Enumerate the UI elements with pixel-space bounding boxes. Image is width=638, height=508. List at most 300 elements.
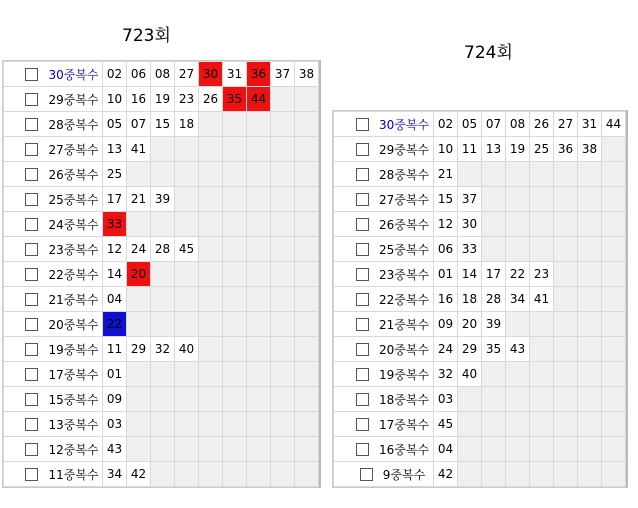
table-row (4, 262, 319, 287)
empty-cell (295, 387, 319, 412)
number-cell: 14 (103, 262, 127, 287)
table-row (4, 362, 319, 387)
number-cell: 35 (223, 87, 247, 112)
row-label-cell (4, 437, 103, 462)
number-cell: 01 (103, 362, 127, 387)
row-checkbox[interactable] (356, 193, 369, 206)
number-cell: 33 (103, 212, 127, 237)
number-cell: 26 (530, 112, 554, 137)
empty-cell (554, 387, 578, 412)
empty-cell (530, 362, 554, 387)
empty-cell (458, 387, 482, 412)
number-cell: 45 (434, 412, 458, 437)
row-checkbox[interactable] (25, 68, 38, 81)
number-cell: 44 (247, 87, 271, 112)
row-label-cell (334, 262, 434, 287)
empty-cell (506, 412, 530, 437)
row-label: 26중복수 (378, 217, 430, 232)
empty-cell (602, 312, 626, 337)
empty-cell (554, 262, 578, 287)
empty-cell (151, 437, 175, 462)
empty-cell (482, 237, 506, 262)
empty-cell (578, 387, 602, 412)
empty-cell (602, 262, 626, 287)
row-checkbox[interactable] (356, 168, 369, 181)
row-checkbox[interactable] (356, 118, 369, 131)
number-cell: 38 (295, 62, 319, 87)
empty-cell (506, 437, 530, 462)
empty-cell (271, 262, 295, 287)
row-label: 20중복수 (378, 342, 430, 357)
number-cell: 34 (506, 287, 530, 312)
number-cell: 04 (103, 287, 127, 312)
table-row (334, 287, 626, 312)
row-label: 28중복수 (48, 117, 99, 132)
empty-cell (175, 387, 199, 412)
empty-cell (506, 212, 530, 237)
row-checkbox[interactable] (356, 293, 369, 306)
row-label: 9중복수 (382, 467, 426, 482)
row-checkbox[interactable] (25, 343, 38, 356)
row-label-cell (4, 162, 103, 187)
number-cell: 35 (482, 337, 506, 362)
empty-cell (151, 212, 175, 237)
row-checkbox[interactable] (25, 393, 38, 406)
row-label-cell (4, 462, 103, 487)
number-cell: 36 (247, 62, 271, 87)
empty-cell (295, 112, 319, 137)
empty-cell (175, 212, 199, 237)
empty-cell (175, 312, 199, 337)
empty-cell (223, 262, 247, 287)
empty-cell (127, 287, 151, 312)
row-checkbox[interactable] (356, 318, 369, 331)
empty-cell (295, 437, 319, 462)
empty-cell (223, 462, 247, 487)
number-cell: 16 (434, 287, 458, 312)
table-row (334, 187, 626, 212)
row-label: 29중복수 (378, 142, 430, 157)
number-cell: 39 (151, 187, 175, 212)
row-checkbox[interactable] (25, 268, 38, 281)
empty-cell (602, 237, 626, 262)
empty-cell (247, 212, 271, 237)
empty-cell (602, 387, 626, 412)
empty-cell (199, 362, 223, 387)
row-label: 27중복수 (48, 142, 99, 157)
empty-cell (127, 162, 151, 187)
table-row (334, 212, 626, 237)
empty-cell (602, 362, 626, 387)
row-label-cell (4, 237, 103, 262)
number-cell: 02 (434, 112, 458, 137)
empty-cell (199, 137, 223, 162)
empty-cell (271, 437, 295, 462)
table-row (334, 262, 626, 287)
number-cell: 06 (127, 62, 151, 87)
number-cell: 42 (434, 462, 458, 487)
row-label: 25중복수 (378, 242, 430, 257)
empty-cell (151, 287, 175, 312)
empty-cell (602, 337, 626, 362)
empty-cell (199, 262, 223, 287)
empty-cell (247, 237, 271, 262)
empty-cell (554, 162, 578, 187)
row-label-cell (4, 262, 103, 287)
row-label-cell (334, 187, 434, 212)
empty-cell (247, 112, 271, 137)
row-label: 18중복수 (378, 392, 430, 407)
row-label-cell (4, 137, 103, 162)
row-label-cell (4, 62, 103, 87)
row-checkbox[interactable] (25, 168, 38, 181)
number-cell: 11 (103, 337, 127, 362)
round-723-title: 723회 (122, 26, 171, 46)
number-cell: 15 (151, 112, 175, 137)
table-row (4, 212, 319, 237)
round-723-panel (2, 60, 321, 488)
empty-cell (530, 312, 554, 337)
number-cell: 12 (434, 212, 458, 237)
row-checkbox[interactable] (356, 268, 369, 281)
empty-cell (295, 287, 319, 312)
empty-cell (578, 162, 602, 187)
empty-cell (175, 287, 199, 312)
number-cell: 12 (103, 237, 127, 262)
empty-cell (127, 387, 151, 412)
row-label-cell (334, 112, 434, 137)
number-cell: 38 (578, 137, 602, 162)
empty-cell (295, 362, 319, 387)
row-label: 26중복수 (48, 167, 99, 182)
number-cell: 21 (127, 187, 151, 212)
number-cell: 05 (458, 112, 482, 137)
row-label: 12중복수 (48, 442, 99, 457)
empty-cell (175, 137, 199, 162)
empty-cell (530, 387, 554, 412)
row-label: 30중복수 (48, 67, 99, 82)
empty-cell (151, 312, 175, 337)
empty-cell (199, 187, 223, 212)
empty-cell (578, 337, 602, 362)
row-checkbox[interactable] (25, 443, 38, 456)
row-label: 17중복수 (378, 417, 430, 432)
table-row (4, 437, 319, 462)
row-label-cell (334, 162, 434, 187)
number-cell: 31 (578, 112, 602, 137)
empty-cell (175, 187, 199, 212)
empty-cell (554, 362, 578, 387)
number-cell: 04 (434, 437, 458, 462)
empty-cell (199, 387, 223, 412)
number-cell: 18 (458, 287, 482, 312)
number-cell: 08 (151, 62, 175, 87)
row-label: 27중복수 (378, 192, 430, 207)
empty-cell (271, 337, 295, 362)
number-cell: 09 (434, 312, 458, 337)
number-cell: 28 (482, 287, 506, 312)
empty-cell (295, 337, 319, 362)
number-cell: 26 (199, 87, 223, 112)
row-label: 15중복수 (48, 392, 99, 407)
number-cell: 43 (103, 437, 127, 462)
row-label-cell (4, 212, 103, 237)
row-label-cell (334, 137, 434, 162)
number-cell: 15 (434, 187, 458, 212)
number-cell: 08 (506, 112, 530, 137)
number-cell: 27 (175, 62, 199, 87)
empty-cell (506, 187, 530, 212)
row-label-cell (4, 362, 103, 387)
number-cell: 37 (271, 62, 295, 87)
empty-cell (151, 362, 175, 387)
empty-cell (271, 162, 295, 187)
empty-cell (295, 162, 319, 187)
empty-cell (578, 187, 602, 212)
empty-cell (482, 462, 506, 487)
empty-cell (578, 312, 602, 337)
empty-cell (482, 187, 506, 212)
table-row (4, 337, 319, 362)
number-cell: 20 (458, 312, 482, 337)
empty-cell (602, 212, 626, 237)
empty-cell (602, 287, 626, 312)
row-label-cell (334, 287, 434, 312)
row-label-cell (334, 362, 434, 387)
row-label: 16중복수 (378, 442, 430, 457)
row-label: 23중복수 (48, 242, 99, 257)
empty-cell (247, 287, 271, 312)
row-checkbox[interactable] (25, 368, 38, 381)
empty-cell (602, 412, 626, 437)
row-checkbox[interactable] (25, 93, 38, 106)
empty-cell (554, 462, 578, 487)
number-cell: 24 (127, 237, 151, 262)
table-row (334, 112, 626, 137)
empty-cell (247, 337, 271, 362)
row-label-cell (4, 312, 103, 337)
number-cell: 22 (103, 312, 127, 337)
number-cell: 10 (103, 87, 127, 112)
table-row (334, 387, 626, 412)
number-cell: 13 (103, 137, 127, 162)
row-label: 29중복수 (48, 92, 99, 107)
table-row (334, 362, 626, 387)
row-checkbox[interactable] (25, 293, 38, 306)
row-checkbox[interactable] (356, 368, 369, 381)
empty-cell (223, 437, 247, 462)
empty-cell (247, 362, 271, 387)
number-cell: 18 (175, 112, 199, 137)
row-checkbox[interactable] (360, 468, 373, 481)
empty-cell (602, 162, 626, 187)
empty-cell (530, 337, 554, 362)
row-label: 19중복수 (378, 367, 430, 382)
empty-cell (271, 312, 295, 337)
empty-cell (247, 387, 271, 412)
number-cell: 36 (554, 137, 578, 162)
row-label: 28중복수 (378, 167, 430, 182)
row-checkbox[interactable] (25, 218, 38, 231)
number-cell: 05 (103, 112, 127, 137)
table-row (4, 462, 319, 487)
number-cell: 06 (434, 237, 458, 262)
empty-cell (295, 212, 319, 237)
row-checkbox[interactable] (356, 443, 369, 456)
table-row (4, 87, 319, 112)
row-label-cell (4, 387, 103, 412)
table-row (4, 62, 319, 87)
number-cell: 40 (458, 362, 482, 387)
empty-cell (223, 312, 247, 337)
row-checkbox[interactable] (356, 218, 369, 231)
empty-cell (602, 462, 626, 487)
empty-cell (554, 212, 578, 237)
empty-cell (223, 137, 247, 162)
empty-cell (578, 412, 602, 437)
empty-cell (530, 187, 554, 212)
number-cell: 30 (458, 212, 482, 237)
table-row (334, 412, 626, 437)
empty-cell (458, 462, 482, 487)
number-cell: 44 (602, 112, 626, 137)
empty-cell (175, 362, 199, 387)
number-cell: 30 (199, 62, 223, 87)
row-label-cell (334, 237, 434, 262)
row-label: 22중복수 (48, 267, 99, 282)
empty-cell (199, 212, 223, 237)
number-cell: 42 (127, 462, 151, 487)
empty-cell (199, 312, 223, 337)
number-cell: 07 (482, 112, 506, 137)
row-checkbox[interactable] (356, 393, 369, 406)
empty-cell (578, 262, 602, 287)
row-label-cell (334, 337, 434, 362)
number-cell: 39 (482, 312, 506, 337)
empty-cell (458, 437, 482, 462)
row-checkbox[interactable] (25, 418, 38, 431)
empty-cell (482, 162, 506, 187)
empty-cell (554, 187, 578, 212)
empty-cell (295, 412, 319, 437)
empty-cell (295, 137, 319, 162)
empty-cell (271, 387, 295, 412)
empty-cell (271, 237, 295, 262)
row-checkbox[interactable] (356, 418, 369, 431)
empty-cell (271, 137, 295, 162)
empty-cell (271, 287, 295, 312)
row-checkbox[interactable] (25, 143, 38, 156)
row-checkbox[interactable] (25, 318, 38, 331)
empty-cell (578, 237, 602, 262)
row-label-cell (4, 112, 103, 137)
row-label: 22중복수 (378, 292, 430, 307)
empty-cell (530, 462, 554, 487)
number-cell: 14 (458, 262, 482, 287)
round-724-panel (332, 110, 628, 488)
number-cell: 32 (151, 337, 175, 362)
table-row (4, 312, 319, 337)
empty-cell (506, 312, 530, 337)
row-label: 13중복수 (48, 417, 99, 432)
row-label-cell (334, 212, 434, 237)
empty-cell (458, 412, 482, 437)
empty-cell (247, 437, 271, 462)
table-row (4, 187, 319, 212)
empty-cell (602, 187, 626, 212)
row-label-cell (334, 437, 434, 462)
empty-cell (247, 412, 271, 437)
empty-cell (530, 162, 554, 187)
row-label: 23중복수 (378, 267, 430, 282)
empty-cell (295, 87, 319, 112)
table-row (4, 287, 319, 312)
table-row (334, 137, 626, 162)
number-cell: 22 (506, 262, 530, 287)
table-row (334, 237, 626, 262)
empty-cell (554, 412, 578, 437)
number-cell: 11 (458, 137, 482, 162)
number-cell: 16 (127, 87, 151, 112)
empty-cell (578, 212, 602, 237)
row-checkbox[interactable] (356, 343, 369, 356)
number-cell: 28 (151, 237, 175, 262)
number-cell: 41 (530, 287, 554, 312)
table-row (334, 312, 626, 337)
row-checkbox[interactable] (25, 243, 38, 256)
row-checkbox[interactable] (25, 118, 38, 131)
table-row (4, 162, 319, 187)
row-label-cell (4, 337, 103, 362)
empty-cell (223, 287, 247, 312)
number-cell: 29 (458, 337, 482, 362)
empty-cell (247, 312, 271, 337)
empty-cell (578, 287, 602, 312)
row-checkbox[interactable] (25, 468, 38, 481)
row-checkbox[interactable] (356, 243, 369, 256)
empty-cell (223, 412, 247, 437)
empty-cell (554, 312, 578, 337)
empty-cell (295, 312, 319, 337)
number-cell: 19 (151, 87, 175, 112)
empty-cell (295, 187, 319, 212)
empty-cell (199, 287, 223, 312)
row-label: 30중복수 (378, 117, 430, 132)
number-cell: 33 (458, 237, 482, 262)
empty-cell (271, 87, 295, 112)
row-label: 11중복수 (48, 467, 99, 482)
empty-cell (151, 412, 175, 437)
number-cell: 20 (127, 262, 151, 287)
empty-cell (127, 412, 151, 437)
row-checkbox[interactable] (25, 193, 38, 206)
empty-cell (247, 187, 271, 212)
table-row (4, 412, 319, 437)
empty-cell (506, 162, 530, 187)
empty-cell (530, 412, 554, 437)
empty-cell (223, 337, 247, 362)
empty-cell (175, 437, 199, 462)
table-row (334, 162, 626, 187)
empty-cell (295, 237, 319, 262)
row-checkbox[interactable] (356, 143, 369, 156)
row-label-cell (334, 462, 434, 487)
number-cell: 10 (434, 137, 458, 162)
empty-cell (554, 337, 578, 362)
row-label: 24중복수 (48, 217, 99, 232)
number-cell: 31 (223, 62, 247, 87)
empty-cell (458, 162, 482, 187)
